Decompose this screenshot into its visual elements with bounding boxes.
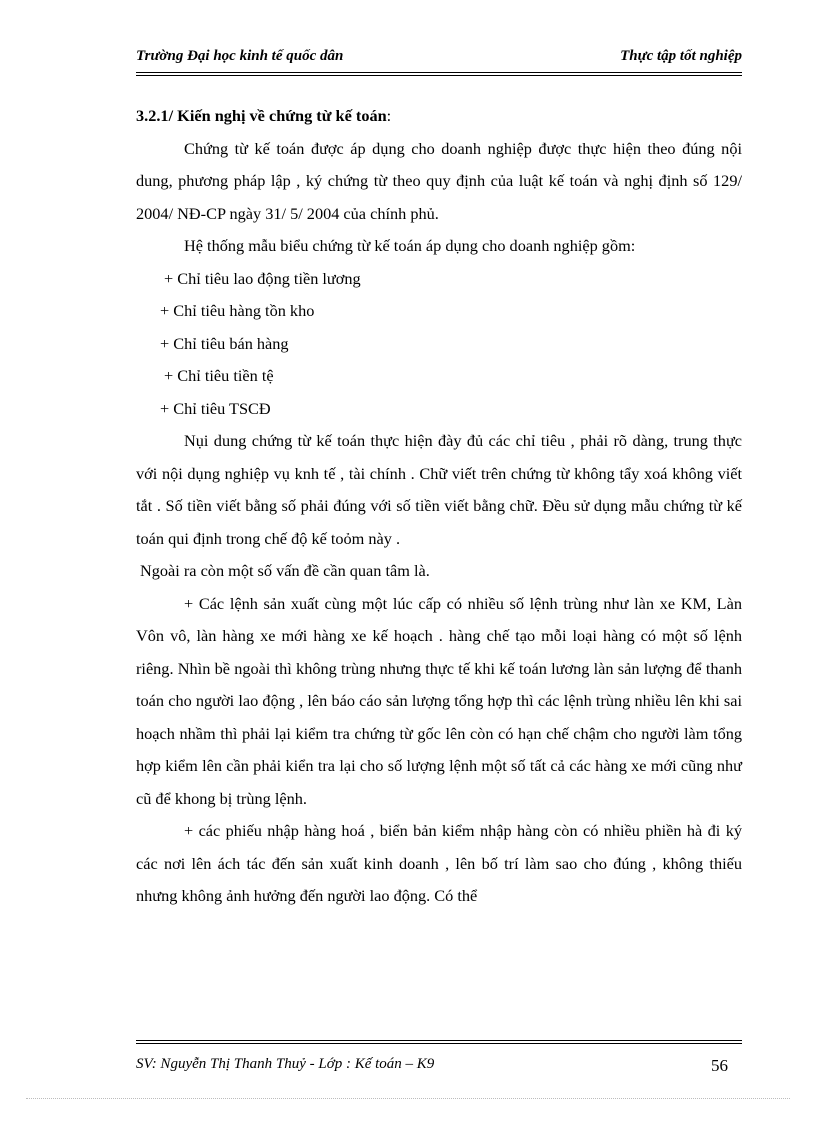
paragraph-2: Hệ thống mẫu biểu chứng từ kế toán áp dụng cho doanh nghiệp gồm: <box>184 236 636 255</box>
paragraph-5: + Các lệnh sản xuất cùng một lúc cấp có nhiều số lệnh trùng như làn xe KM, Làn Vôn vô, làn hàng xe mới hàng xe kế hoạch . hàng chế tạo mỗi loại hàng có một số lệnh riêng. Nhìn bề ngoài thì không trùng nhưng thực tế khi kế toán lương làn sản lượng để thanh toán cho người lao động , lên báo cáo sản lượng tổng hợp thì các lệnh trùng nhiều lên khi sai hoạch nhầm thì phải lại kiểm tra chứng từ gốc lên còn có hạn chế chậm cho người làm tổng hợp kiểm lên cần phải kiển tra lại cho số lượng lệnh một số tất cả các hàng xe mới cũng như cũ để khong bị trùng lệnh. <box>136 593 742 808</box>
footer-rule-top <box>136 1040 742 1041</box>
page-body <box>136 100 742 913</box>
header-school-name: Trường Đại học kinh tế quốc dân <box>136 48 344 64</box>
footer-rule-bottom <box>136 1043 742 1044</box>
page-number: 56 <box>711 1056 728 1075</box>
list-item: + Chỉ tiêu TSCĐ <box>160 398 271 418</box>
list-item: + Chỉ tiêu hàng tồn kho <box>160 301 315 320</box>
paragraph-6: + các phiếu nhập hàng hoá , biển bản kiểm nhập hàng còn có nhiều phiền hà đi ký các nơi lên ách tác đến sản xuất kinh doanh , lên bố trí làm sao cho đúng , không thiếu nhưng không ảnh hưởng đến người lao động. Có thể <box>136 821 742 905</box>
page-bottom-dotted-line <box>26 1098 790 1099</box>
list-item: + Chỉ tiêu tiền tệ <box>164 366 274 385</box>
header-document-title: Thực tập tốt nghiệp <box>620 48 742 64</box>
header-rule-bottom <box>136 75 742 76</box>
footer-student-info: SV: Nguyễn Thị Thanh Thuỷ - Lớp : Kế toán – K9 <box>136 1056 435 1072</box>
paragraph-4: Ngoài ra còn một số vấn đề cần quan tâm là. <box>140 561 430 580</box>
section-heading: 3.2.1/ Kiến nghị về chứng từ kế toán: <box>136 106 392 125</box>
paragraph-3: Nụi dung chứng từ kế toán thực hiện đày đủ các chỉ tiêu , phải rõ dàng, trung thực với nội dụng nghiệp vụ knh tế , tài chính . Chữ viết trên chứng từ không tẩy xoá không viết tắt . Số tiền viết bằng số phải đúng với số tiền viết bằng chữ. Đều sử dụng mẫu chứng từ kế toán qui định trong chế độ kế toỏm này . <box>136 431 742 548</box>
page-header <box>136 48 742 70</box>
paragraph-1: Chứng từ kế toán được áp dụng cho doanh nghiệp được thực hiện theo đúng nội dung, phương pháp lập , ký chứng từ theo quy định của luật kế toán và nghị định số 129/ 2004/ NĐ-CP ngày 31/ 5/ 2004 của chính phủ. <box>136 138 742 223</box>
list-item: + Chỉ tiêu bán hàng <box>160 333 289 353</box>
list-item: + Chỉ tiêu lao động tiền lương <box>164 268 361 288</box>
header-rule-top <box>136 72 742 73</box>
